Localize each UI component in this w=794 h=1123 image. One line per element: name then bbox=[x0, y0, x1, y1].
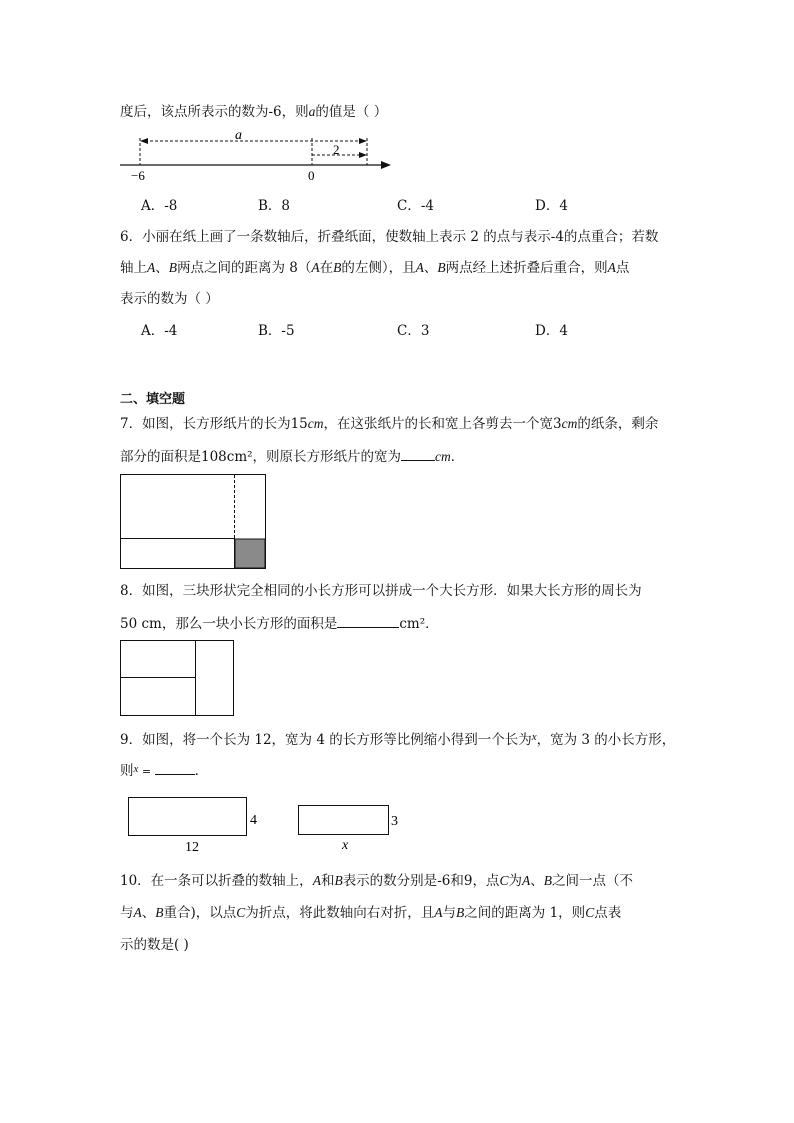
q10-text: 点表 bbox=[594, 905, 622, 921]
q6-text: 轴上 bbox=[120, 260, 147, 276]
q8-stem-line1: 8．如图，三块形状完全相同的小长方形可以拼成一个大长方形．如果大长方形的周长为 bbox=[120, 583, 642, 599]
q9-similar-rectangles-figure bbox=[126, 792, 406, 856]
q7-text: ． bbox=[450, 449, 465, 465]
q5-choice-b[interactable]: B．8 bbox=[258, 198, 291, 214]
q7-unit: cm bbox=[307, 416, 324, 431]
q9-variable: x bbox=[531, 731, 537, 743]
q10-text: 表示的数分别是 bbox=[342, 873, 438, 889]
q6-point-b: B bbox=[168, 260, 177, 275]
q10-text: 与 bbox=[120, 905, 134, 921]
q7-text: 7．如图，长方形纸片的长为 bbox=[120, 416, 291, 432]
q7-unit: cm bbox=[435, 449, 451, 464]
arrow-right-2 bbox=[359, 152, 367, 158]
q10-point-a: A bbox=[521, 873, 531, 888]
q6-text: 的左侧），且 bbox=[341, 260, 416, 276]
q6-value: -4 bbox=[550, 229, 564, 245]
big-width-label: 12 bbox=[185, 840, 199, 855]
q5-choice-a[interactable]: A．-8 bbox=[141, 198, 178, 214]
q9-text: 9．如图，将一个长为 12，宽为 4 的长方形等比例缩小得到一个长为 bbox=[120, 732, 532, 748]
q6-point-a: A bbox=[607, 260, 616, 275]
q6-text: 6．小丽在纸上画了一条数轴后，折叠纸面，使数轴上表示 2 的点与表示 bbox=[120, 229, 551, 245]
q10-stem-line3: 示的数是( ) bbox=[120, 937, 189, 953]
q9-variable: x bbox=[133, 763, 139, 775]
q9-text: 则 bbox=[120, 763, 134, 779]
q5-number-line-figure bbox=[115, 128, 400, 184]
q8-text: ． bbox=[425, 616, 439, 632]
q5-choice-c[interactable]: C．-4 bbox=[397, 198, 434, 214]
tick-label-0: 0 bbox=[308, 168, 315, 183]
q10-point-b: B bbox=[543, 873, 552, 888]
q8-value: 50 cm bbox=[120, 616, 162, 632]
q7-text: ，则原长方形纸片的宽为 bbox=[252, 449, 402, 465]
q10-point-c: C bbox=[236, 905, 246, 920]
q6-choice-d[interactable]: D．4 bbox=[535, 323, 568, 339]
q7-stem-line1 bbox=[120, 415, 658, 433]
q9-answer-blank[interactable] bbox=[155, 760, 195, 775]
q5-stem bbox=[120, 103, 387, 121]
q10-text: ，点 bbox=[472, 873, 500, 889]
q10-value: 9 bbox=[463, 873, 473, 889]
q5-text: ，则 bbox=[281, 104, 309, 120]
arrow-left-a bbox=[140, 138, 148, 144]
tick-label-neg6: −6 bbox=[131, 168, 145, 183]
q10-point-a: A bbox=[434, 905, 443, 920]
arrow-right-a bbox=[359, 138, 367, 144]
small-rectangle bbox=[299, 806, 389, 835]
q10-point-b: B bbox=[334, 873, 343, 888]
q7-value: 108cm² bbox=[201, 449, 253, 465]
q6-point-a: A bbox=[147, 260, 156, 275]
q6-point-b: B bbox=[333, 260, 342, 275]
q9-text: ． bbox=[194, 763, 209, 779]
section-heading-fill-in: 二、填空题 bbox=[120, 392, 186, 407]
q5-variable: a bbox=[308, 104, 316, 119]
q9-stem-line1 bbox=[120, 728, 675, 749]
q7-text: ，在这张纸片的长和宽上各剪去一个宽 bbox=[323, 416, 554, 432]
q10-text: 为 bbox=[508, 873, 522, 889]
q10-text: 和 bbox=[450, 873, 464, 889]
q10-text: 为折点，将此数轴向右对折，且 bbox=[245, 905, 435, 921]
q10-text: 、 bbox=[530, 873, 544, 889]
q6-point-a: A bbox=[311, 260, 320, 275]
number-line-arrowhead bbox=[381, 161, 391, 169]
q10-point-c: C bbox=[585, 905, 595, 920]
big-rectangle bbox=[129, 798, 247, 836]
q5-value: -6 bbox=[268, 104, 282, 120]
q6-text: 、 bbox=[155, 260, 169, 276]
q6-text: 点 bbox=[615, 260, 630, 276]
q7-value: 3 bbox=[553, 416, 562, 432]
q8-text: ，那么一块小长方形的面积是 bbox=[161, 616, 338, 632]
q6-stem-line3: 表示的数为（ ） bbox=[120, 291, 219, 307]
q6-stem-line2 bbox=[120, 259, 629, 277]
label-a: a bbox=[235, 128, 242, 143]
q10-point-a: A bbox=[133, 905, 142, 920]
q6-choice-b[interactable]: B．-5 bbox=[258, 323, 295, 339]
q9-text: = bbox=[138, 765, 155, 778]
q10-text: 与 bbox=[442, 905, 457, 921]
q7-rectangle-figure bbox=[120, 474, 268, 570]
q5-choice-d[interactable]: D．4 bbox=[535, 198, 568, 214]
q6-text: 、 bbox=[423, 260, 438, 276]
q10-text: 重合)，以点 bbox=[163, 905, 237, 921]
small-height-label: 3 bbox=[391, 814, 398, 829]
label-2: 2 bbox=[333, 142, 340, 157]
q10-point-b: B bbox=[155, 905, 164, 920]
q6-point-a: A bbox=[415, 260, 424, 275]
q9-text: ，宽为 3 的小长方形， bbox=[536, 732, 676, 748]
q7-unit: cm bbox=[561, 416, 578, 431]
q7-answer-blank[interactable] bbox=[401, 446, 435, 461]
q5-text: 度后，该点所表示的数为 bbox=[120, 104, 269, 120]
q10-text: 之间一点（不 bbox=[551, 873, 633, 889]
q10-point-b: B bbox=[456, 905, 465, 920]
q6-stem-line1 bbox=[120, 228, 658, 246]
q8-rectangles-figure bbox=[120, 640, 236, 718]
q7-value: 15 bbox=[290, 416, 308, 432]
q10-value: -6 bbox=[437, 873, 451, 889]
q10-text: 之间的距离为 1，则 bbox=[464, 905, 586, 921]
q6-text: 两点之间的距离为 8（ bbox=[177, 260, 312, 276]
q8-answer-blank[interactable] bbox=[337, 613, 399, 628]
q8-stem-line2 bbox=[120, 613, 439, 633]
q9-stem-line2 bbox=[120, 760, 208, 781]
q5-text: 的值是（ ） bbox=[315, 104, 388, 120]
small-width-label: x bbox=[342, 838, 349, 853]
q7-text: 部分的面积是 bbox=[120, 449, 201, 465]
q6-choice-c[interactable]: C．3 bbox=[397, 323, 430, 339]
q10-stem-line2 bbox=[120, 904, 621, 922]
q10-point-c: C bbox=[499, 873, 509, 888]
q7-text: 的纸条，剩余 bbox=[577, 416, 659, 432]
q6-text: 的点重合；若数 bbox=[563, 229, 659, 245]
q10-stem-line1 bbox=[120, 872, 633, 890]
q10-point-a: A bbox=[312, 873, 321, 888]
q6-text: 在 bbox=[319, 260, 334, 276]
q10-text: 、 bbox=[141, 905, 156, 921]
shaded-corner-square bbox=[235, 539, 265, 568]
q6-choice-a[interactable]: A．-4 bbox=[141, 323, 178, 339]
q10-text: 10．在一条可以折叠的数轴上， bbox=[120, 873, 313, 889]
q7-stem-line2 bbox=[120, 446, 464, 466]
q6-point-b: B bbox=[437, 260, 446, 275]
q6-text: 两点经上述折叠后重合，则 bbox=[445, 260, 608, 276]
big-height-label: 4 bbox=[250, 813, 257, 828]
q8-unit: cm² bbox=[399, 616, 426, 632]
q10-text: 和 bbox=[320, 873, 335, 889]
